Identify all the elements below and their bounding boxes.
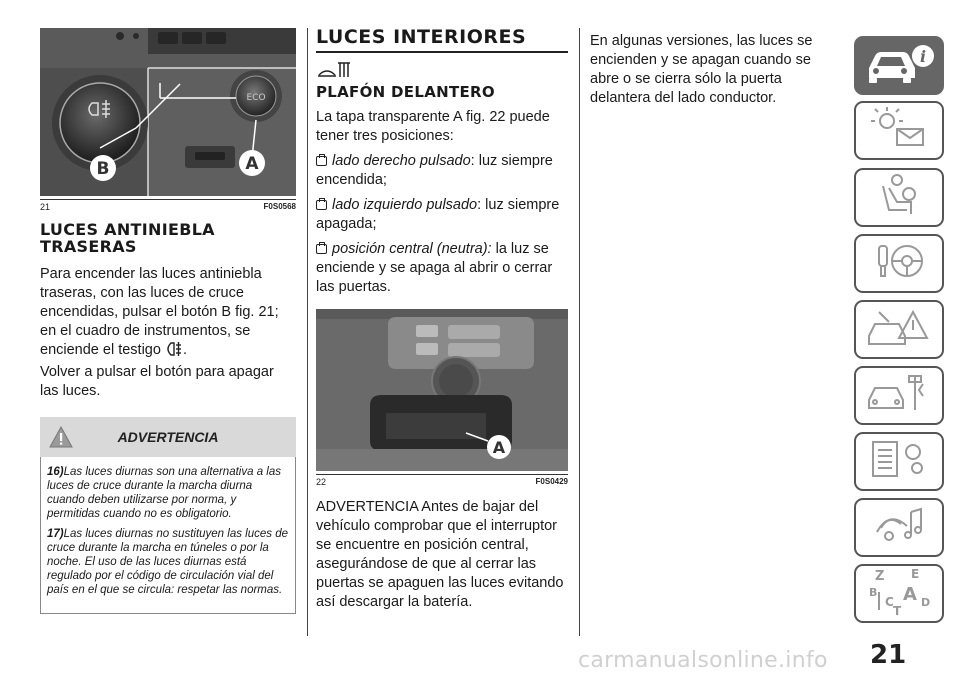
callout-a: A	[245, 154, 259, 174]
warning-title: ADVERTENCIA	[117, 428, 219, 445]
warning-box	[40, 417, 296, 614]
car-crash-warning-icon	[863, 304, 935, 355]
title-underline	[316, 51, 568, 53]
warning-item-number: 17)	[47, 527, 64, 540]
rear-fog-instructions	[40, 265, 296, 363]
tab-dashboard-lights[interactable]	[854, 101, 944, 160]
warning-body	[40, 457, 296, 614]
rear-fog-para1: Para encender las luces antiniebla traseras, con las luces de cruce encendidas, pulsar el botón B fig. 21; en el cuadro de instrumentos, se enciende el testigo	[40, 265, 279, 358]
car-info-icon	[863, 40, 935, 91]
tab-car-info[interactable]	[854, 36, 944, 95]
position-name: lado izquierdo pulsado	[332, 196, 478, 213]
index-letter: E	[911, 567, 920, 581]
warning-item-number: 16)	[47, 465, 64, 478]
section-title-rear-fog: LUCES ANTINIEBLA TRASERAS	[40, 220, 215, 256]
callout-a: A	[492, 437, 506, 457]
warning-item	[47, 527, 289, 597]
front-lamp-intro: La tapa transparente A fig. 22 puede tener tres posiciones:	[316, 108, 550, 144]
rear-fog-para1-end: .	[182, 341, 187, 358]
position-bullet	[316, 240, 568, 297]
eco-knob-label: ECO	[246, 93, 266, 103]
warning-item	[47, 465, 289, 521]
bullet-icon	[316, 156, 327, 166]
section-title-interior-lights: LUCES INTERIORES	[316, 26, 527, 48]
subsection-title-front-lamp: PLAFÓN DELANTERO	[316, 82, 495, 101]
index-letter: Z	[875, 569, 885, 584]
position-desc: : luz siempre apagada;	[316, 196, 560, 232]
figure-21-dashboard-photo	[40, 28, 296, 196]
multimedia-icon	[863, 502, 935, 553]
left-column	[40, 28, 296, 614]
position-desc: : luz siempre encendida;	[316, 152, 553, 188]
figure-22-caption	[316, 474, 568, 487]
svg-text:i: i	[919, 47, 927, 66]
warning-triangle-icon	[48, 425, 74, 454]
index-letter: T	[893, 604, 902, 616]
tab-emergency[interactable]	[854, 300, 944, 359]
tab-maintenance[interactable]	[854, 366, 944, 425]
watermark: carmanualsonline.info	[578, 648, 828, 673]
figure-code: F0S0568	[263, 202, 296, 211]
fog-lamp-indicator-icon	[165, 341, 183, 363]
dashboard-lights-icon	[863, 105, 935, 156]
figure-21-caption	[40, 199, 296, 212]
battery-advisory: ADVERTENCIA Antes de bajar del vehículo comprobar que el interruptor se encuentre en posición central, asegurándose de que al cerrar las puertas se apaguen las luces evitando así descargar la batería.	[316, 498, 564, 610]
column-divider	[579, 28, 580, 636]
driver-door-note: En algunas versiones, las luces se encienden y se apagan cuando se abre o se cierra sólo la puerta delantera del lado conductor.	[590, 33, 813, 106]
right-column	[590, 32, 840, 108]
tab-specifications[interactable]	[854, 432, 944, 491]
position-bullet	[316, 152, 568, 190]
position-name: posición central (neutra):	[332, 240, 492, 257]
bullet-icon	[316, 200, 327, 210]
index-letter: C	[885, 595, 894, 609]
callout-b: B	[96, 159, 110, 179]
rear-fog-para2: Volver a pulsar el botón para apagar las luces.	[40, 363, 274, 399]
warning-item-text: Las luces diurnas son una alternativa a las luces de cruce durante la marcha diurna cuando deben utilizarse por norma, y permitidas cuando no es obligatorio.	[47, 465, 281, 520]
middle-column	[316, 28, 568, 612]
tab-seat-airbag[interactable]	[854, 168, 944, 227]
tab-multimedia[interactable]	[854, 498, 944, 557]
page-number: 21	[870, 640, 907, 670]
steering-key-icon	[863, 238, 935, 289]
tab-steering-key[interactable]	[854, 234, 944, 293]
bullet-icon	[316, 244, 327, 254]
specifications-gear-icon	[863, 436, 935, 487]
index-letter: A	[903, 584, 917, 605]
seat-airbag-icon	[863, 172, 935, 223]
interior-light-symbol-icon	[316, 59, 568, 81]
alphabetical-index-icon	[863, 566, 935, 621]
figure-code: F0S0429	[535, 476, 568, 486]
warning-header	[40, 417, 296, 457]
position-desc: la luz se enciende y se apaga al abrir o cerrar las puertas.	[316, 240, 553, 295]
tab-alphabetical-index[interactable]	[854, 564, 944, 623]
figure-number: 22	[316, 476, 327, 487]
position-bullet	[316, 196, 568, 234]
warning-item-text: Las luces diurnas no sustituyen las luces de cruce durante la marcha en túneles o por la noche. El uso de las luces diurnas está regulado por el código de circulación vial del país en el que se circula: respetar las normas.	[47, 527, 289, 596]
figure-number: 21	[40, 202, 51, 212]
figure-22-ceiling-lamp-photo	[316, 309, 568, 471]
column-divider	[307, 28, 308, 636]
position-name: lado derecho pulsado	[332, 152, 471, 169]
index-letter: D	[921, 596, 931, 609]
index-letter: B	[869, 586, 878, 599]
car-maintenance-icon	[863, 370, 935, 421]
